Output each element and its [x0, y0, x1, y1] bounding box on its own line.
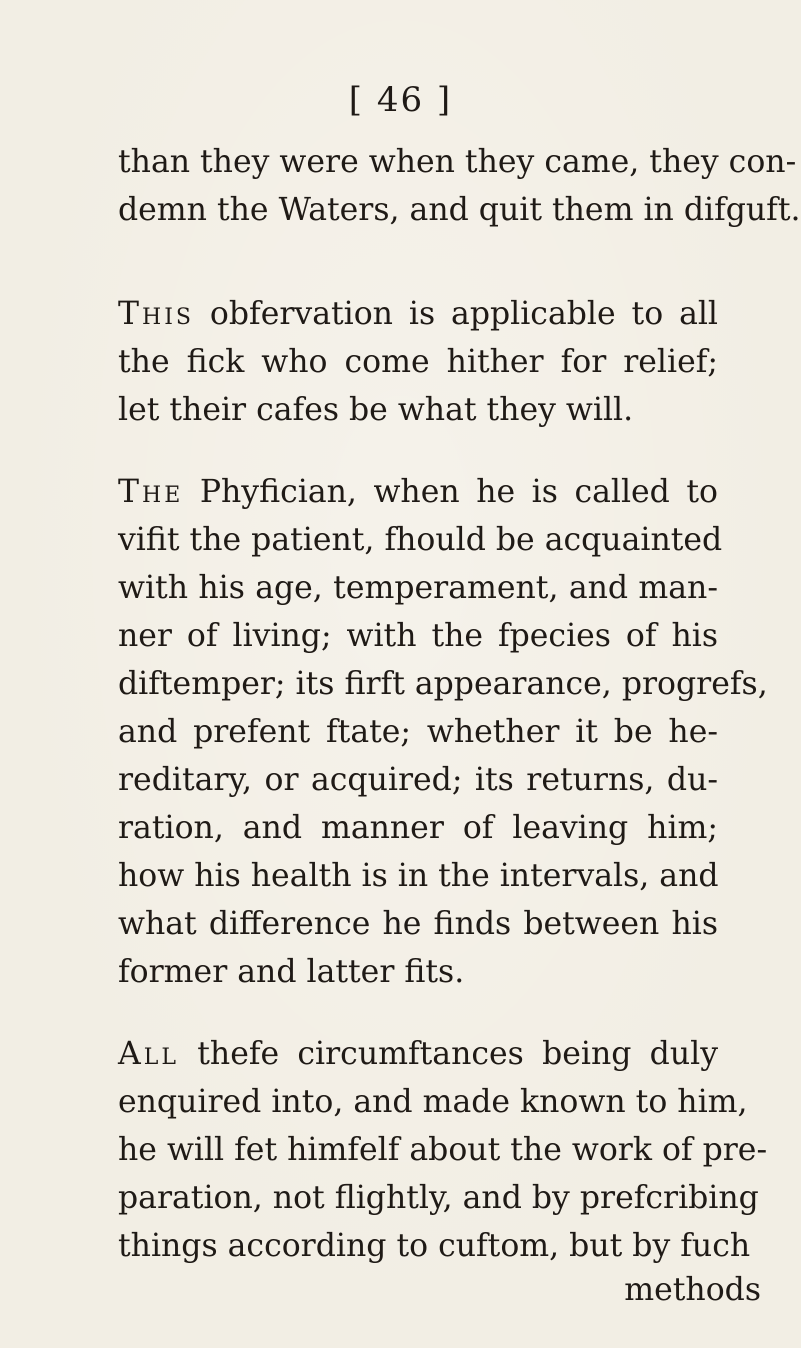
- text-line-first: All thefe circumftances being duly: [118, 1036, 718, 1072]
- paragraph-all-these: [118, 1030, 768, 1270]
- text-line: demn the Waters, and quit them in difguft.: [118, 192, 801, 228]
- text-line: ration, and manner of leaving him;: [118, 810, 718, 846]
- lead-word: This: [118, 296, 194, 332]
- text-line: the fick who come hither for relief;: [118, 344, 718, 380]
- text-line: diftemper; its firft appearance, progrefs,: [118, 666, 768, 702]
- text-line-first: This obfervation is applicable to all: [118, 296, 719, 332]
- paragraph-the-physician: [118, 468, 768, 996]
- text-line: and prefent ftate; whether it be he-: [118, 714, 718, 750]
- text-line: things according to cuftom, but by fuch: [118, 1228, 751, 1264]
- text-line: ner of living; with the fpecies of his: [118, 618, 718, 654]
- text-line: with his age, temperament, and man-: [118, 570, 718, 606]
- text-line: than they were when they came, they con-: [118, 144, 797, 180]
- text-line: let their cafes be what they will.: [118, 392, 634, 428]
- text-line-first: The Phyfician, when he is called to: [118, 474, 719, 510]
- paragraph-this-observation: [118, 290, 718, 434]
- lead-word: The: [118, 474, 184, 510]
- lead-word: All: [118, 1036, 179, 1072]
- text-line: how his health is in the intervals, and: [118, 858, 719, 894]
- text-line: what difference he finds between his: [118, 906, 718, 942]
- text-line: enquired into, and made known to him,: [118, 1084, 748, 1120]
- catchword: methods: [624, 1272, 761, 1308]
- text-line: he will fet himfelf about the work of pre-: [118, 1132, 768, 1168]
- page-number: [ 46 ]: [348, 80, 453, 120]
- text-line: former and latter fits.: [118, 954, 465, 990]
- text-line: vifit the patient, fhould be acquainted: [118, 522, 723, 558]
- text-line: paration, not flightly, and by prefcribing: [118, 1180, 759, 1216]
- text-line: reditary, or acquired; its returns, du-: [118, 762, 718, 798]
- paragraph-continuation: [118, 138, 801, 234]
